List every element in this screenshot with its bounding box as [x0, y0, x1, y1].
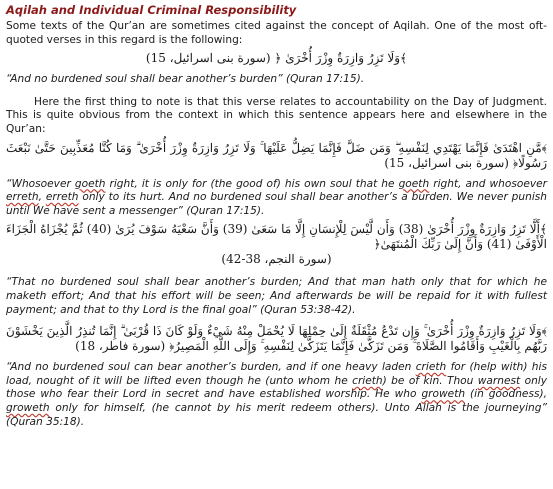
spellcheck-word: warnest — [477, 374, 521, 387]
spellcheck-word: erreth — [6, 191, 39, 204]
spellcheck-word: erreth — [45, 191, 79, 204]
arabic-verse-1: ﴾وَلَا تَزِرُ وَازِرَةٌ وِزْرَ أُخْرَىٰ ﴿ (سورة بنى اسرائيل، 15) — [145, 51, 408, 66]
spellcheck-word: goeth — [398, 177, 430, 190]
context-paragraph: Here the first thing to note is that this verse relates to accountability on the Day of Judgment. This is quite obvious from the context in which this sentence appears here and elsewhere in the Qur’an: — [6, 95, 547, 135]
intro-paragraph: Some texts of the Qur’an are sometimes cited against the concept of Aqilah. One of the most oft-quoted verses in this regard is the following: — [6, 20, 547, 46]
spellcheck-word: crieth — [415, 361, 447, 374]
spellcheck-word: crieth — [352, 374, 383, 387]
spellcheck-word: goeth — [74, 177, 106, 190]
translation-quote-3: “That no burdened soul shall bear another’s burden; And that man hath only that for which he maketh effort; And that his effort will be seen; And afterwards be will be repaid for it with fullest payment; and that to thy Lord is the final goal” (Quran 53:38-42). — [6, 276, 547, 316]
spellcheck-word: groweth — [421, 388, 466, 401]
arabic-verse-2: ﴾مَّنِ اهْتَدَىٰ فَإِنَّمَا يَهْتَدِي لِنَفْسِهِ ۖ وَمَن ضَلَّ فَإِنَّمَا يَضِلُّ عَلَيْهَا ۚ وَلَا تَزِرُ وَازِرَةٌ وِزْرَ أُخْرَىٰ ۗ وَمَا كُنَّا مُعَذِّبِينَ حَتَّىٰ نَبْعَثَ رَسُولًا﴿ (سورة بنى اسرائيل، 15) — [6, 140, 547, 170]
arabic-verse-3: ﴾أَلَّا تَزِرُ وَازِرَةٌ وِزْرَ أُخْرَىٰ (38) وَأَن لَّيْسَ لِلْإِنسَانِ إِلَّا مَا سَعَىٰ (39) وَأَنَّ سَعْيَهُ سَوْفَ يُرَىٰ (40) ثُمَّ يُجْزَاهُ الْجَزَاءَ الْأَوْفَىٰ (41) وَأَنَّ إِلَىٰ رَبِّكَ الْمُنتَهَىٰ﴿ — [6, 222, 547, 252]
arabic-verse-3-reference: (سورة النجم، 38-42) — [221, 252, 332, 267]
translation-quote-2: “Whosoever goeth right, it is only for (the good of) his own soul that he goeth right, and whosoever erreth, erreth only to its hurt. And no burdened soul shall bear another’s a burden. We never punish until We have sent a messenger” (Quran 17:15). — [6, 177, 548, 217]
spellcheck-word: groweth — [6, 401, 50, 414]
translation-quote-4: “And no burdened soul can bear another’s burden, and if one heavy laden crieth for (help with) his load, nought of it will be lifted even though he (unto whom he crieth) be of kin. Thou warnest only those who fear their Lord in secret and have established worship. He who groweth (in goodness), groweth only for himself, (he cannot by his merit redeem others). Unto Allah is the journeying” (Quran 35:18). — [6, 361, 547, 428]
section-heading: Aqilah and Individual Criminal Responsibility — [6, 3, 297, 17]
arabic-verse-4: ﴾وَلَا تَزِرُ وَازِرَةٌ وِزْرَ أُخْرَىٰ ۚ وَإِن تَدْعُ مُثْقَلَةٌ إِلَىٰ حِمْلِهَا لَا يُحْمَلْ مِنْهُ شَيْءٌ وَلَوْ كَانَ ذَا قُرْبَىٰ ۗ إِنَّمَا تُنذِرُ الَّذِينَ يَخْشَوْنَ رَبَّهُم بِالْغَيْبِ وَأَقَامُوا الصَّلَاةَ ۚ وَمَن تَزَكَّىٰ فَإِنَّمَا يَتَزَكَّىٰ لِنَفْسِهِ ۚ وَإِلَى اللَّهِ الْمَصِيرُ﴿ (سورة فاطر، 18) — [6, 324, 547, 354]
translation-quote-1: “And no burdened soul shall bear another’s burden” (Quran 17:15). — [6, 73, 365, 86]
